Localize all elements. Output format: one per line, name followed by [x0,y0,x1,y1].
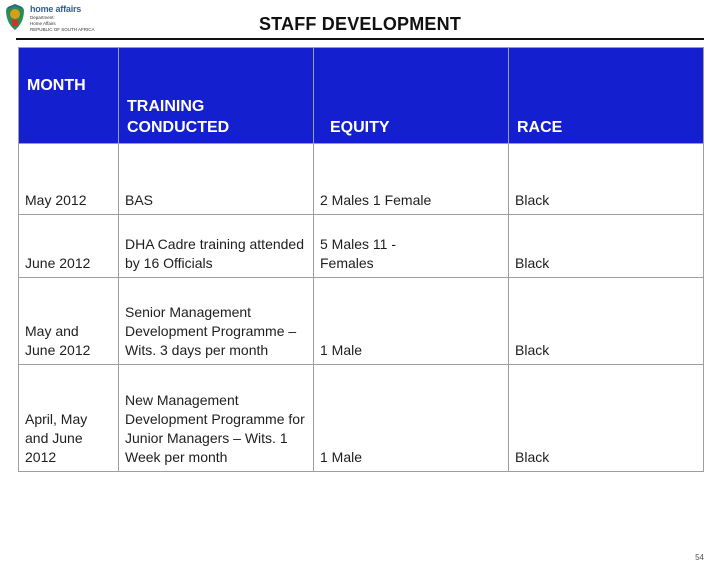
page-title: STAFF DEVELOPMENT [258,14,462,34]
equity-cell: 1 Male [314,365,509,472]
training-cell: Senior Management Development Programme – Wits. 3 days per month [119,278,314,365]
table-row [19,215,704,278]
month-cell: May and June 2012 [19,278,119,365]
race-cell: Black [509,365,704,472]
column-header-race: RACE [509,48,704,144]
table-header-row [19,48,704,144]
table-row [19,365,704,472]
logo-department-line: REPUBLIC OF SOUTH AFRICA [30,27,95,33]
column-header-month: MONTH [19,48,119,144]
race-cell: Black [509,278,704,365]
equity-cell: 1 Male [314,278,509,365]
logo-department-line: Department: [30,15,55,20]
staff-development-table [18,47,704,472]
title-divider [16,38,704,40]
training-cell: DHA Cadre training attended by 16 Officials [119,215,314,278]
month-cell: April, May and June 2012 [19,365,119,472]
logo-department-line: Home Affairs [30,21,56,27]
training-cell: BAS [119,144,314,215]
column-header-training: TRAINING CONDUCTED [119,48,314,144]
equity-cell: 2 Males 1 Female [314,144,509,215]
logo-brand: home affairs [30,4,82,14]
month-cell: May 2012 [19,144,119,215]
table-row [19,278,704,365]
column-header-equity: EQUITY [314,48,509,144]
month-cell: June 2012 [19,215,119,278]
training-cell: New Management Development Programme for Junior Managers – Wits. 1 Week per month [119,365,314,472]
race-cell: Black [509,144,704,215]
equity-cell: 5 Males 11 - Females [314,215,509,278]
table-row [19,144,704,215]
race-cell: Black [509,215,704,278]
page-number: 54 [695,553,704,562]
